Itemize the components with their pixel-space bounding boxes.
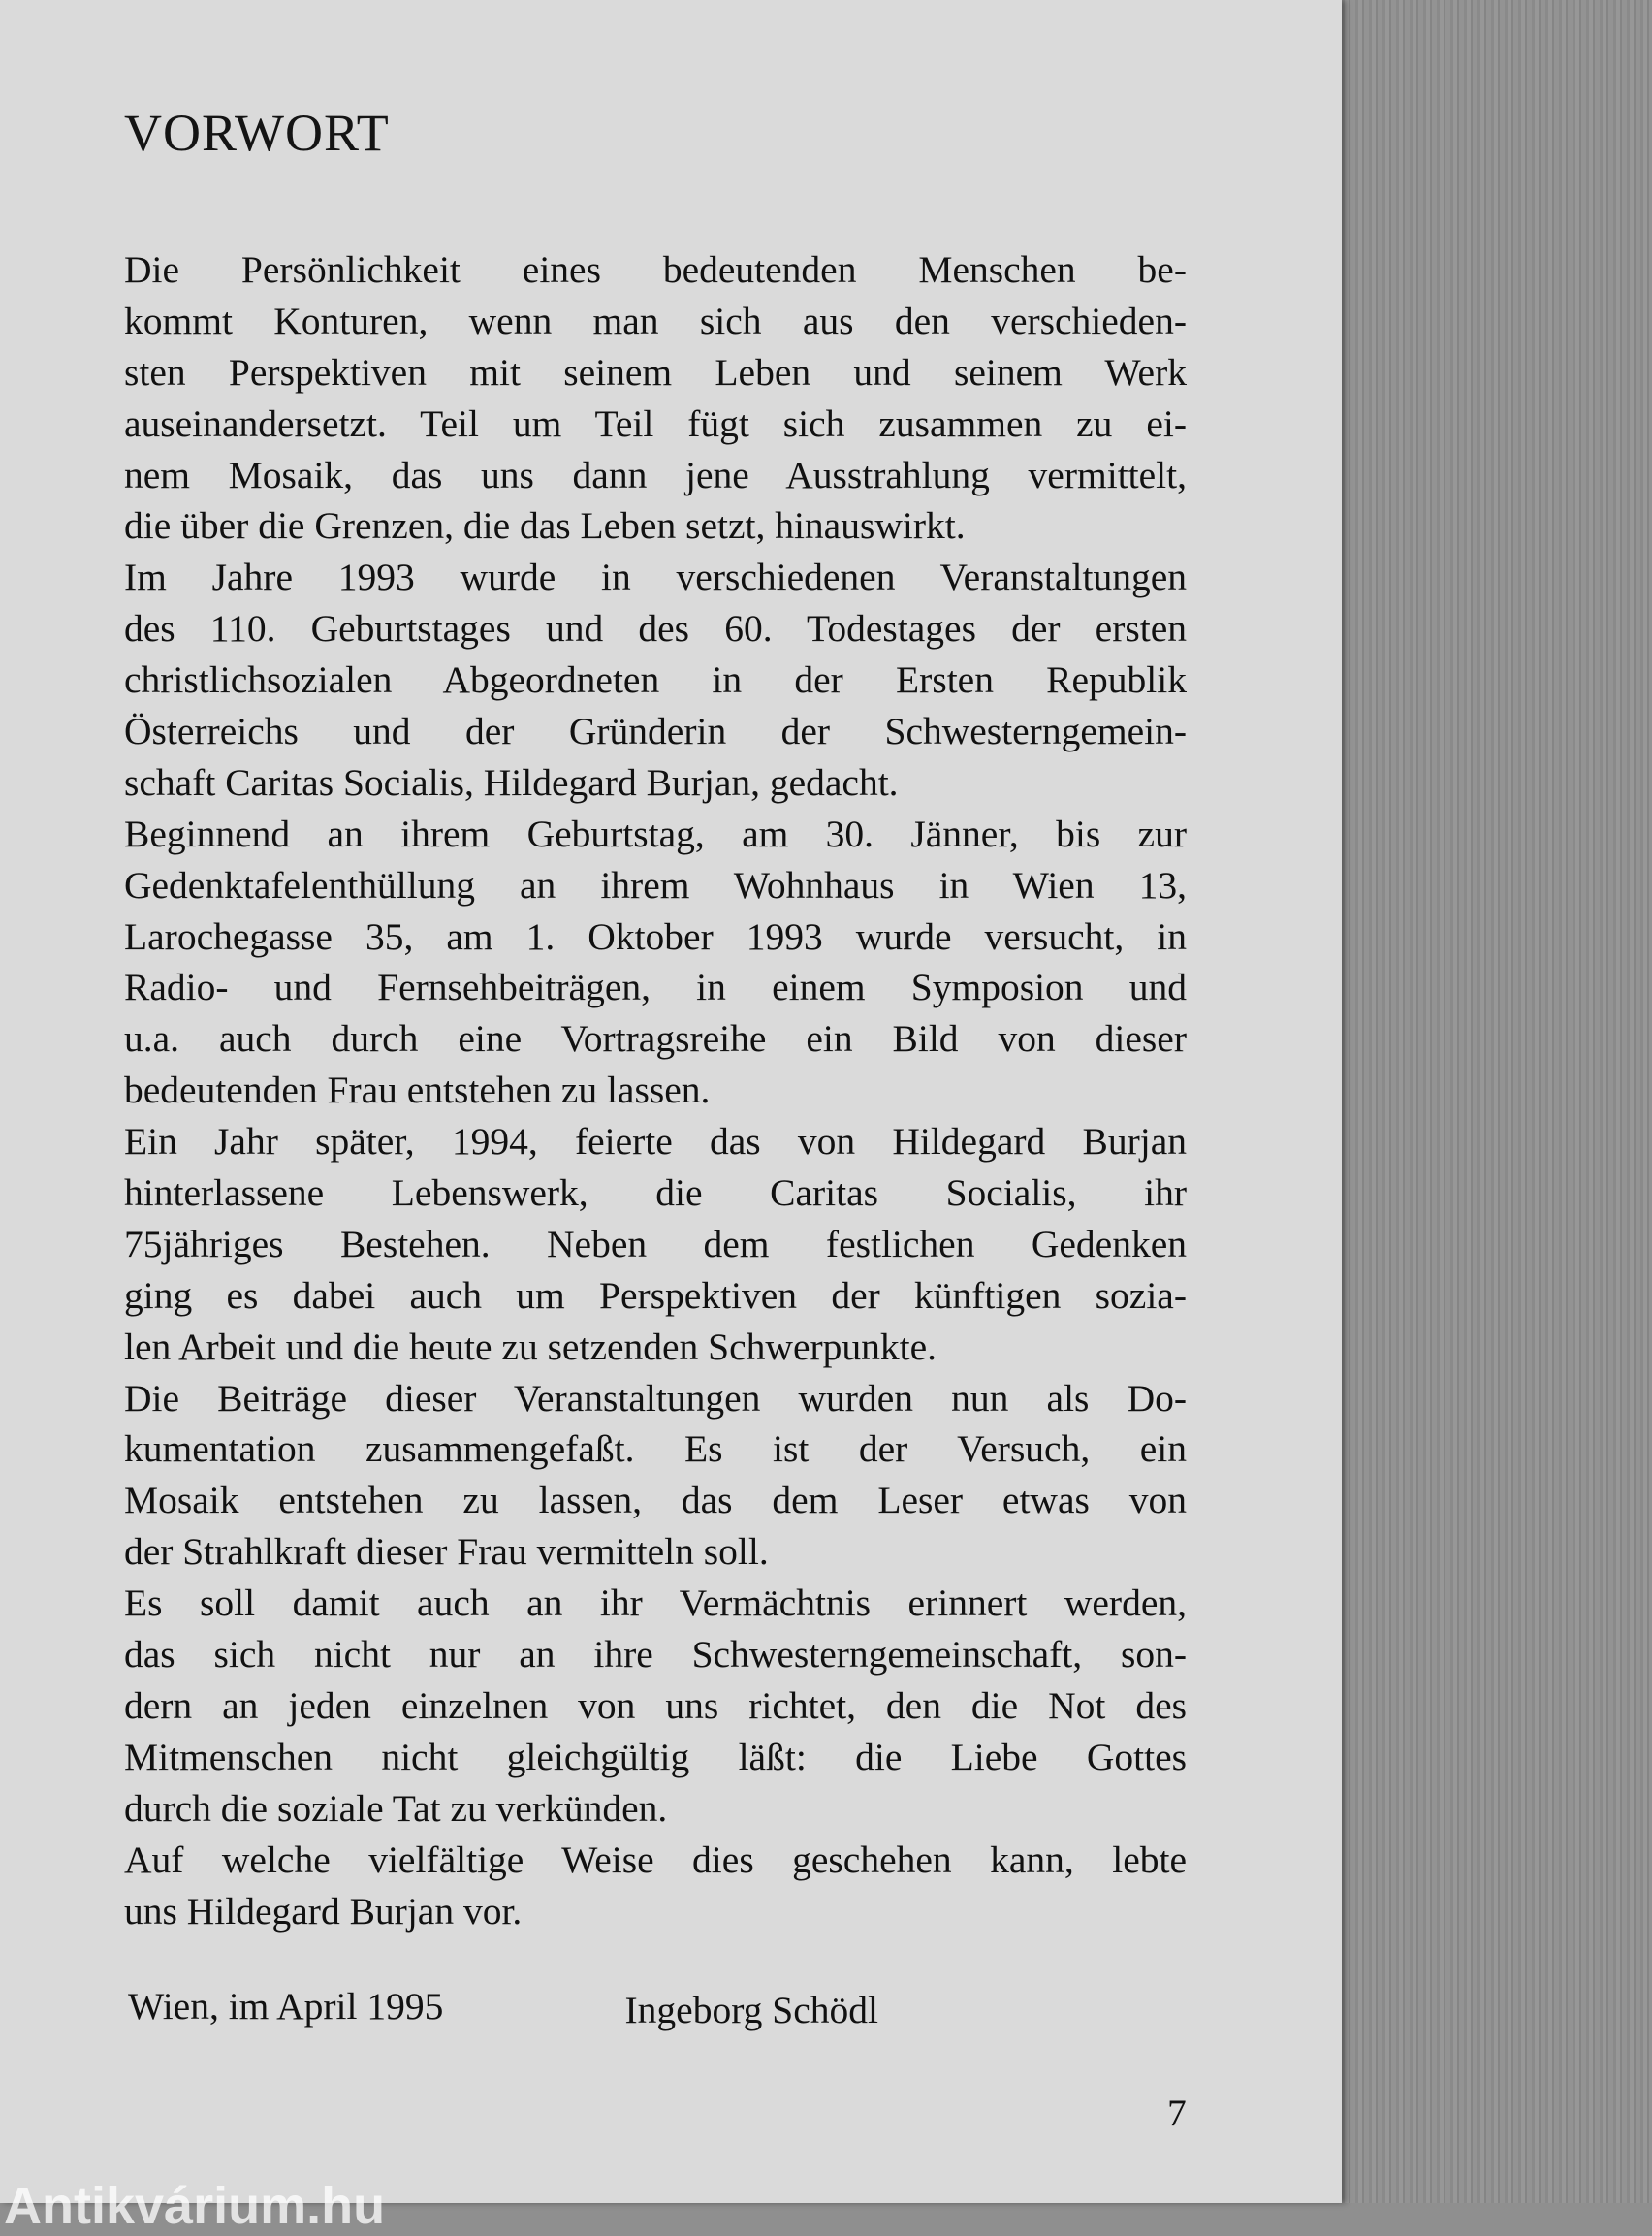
text-line: auseinandersetzt. Teil um Teil fügt sich zusammen zu ei- [124, 401, 1187, 445]
text-line: christlichsozialen Abgeordneten in der Ersten Republik [124, 658, 1187, 702]
text-line: Die Persönlichkeit eines bedeutenden Menschen be- [124, 248, 1187, 291]
text-line: Mitmenschen nicht gleichgültig läßt: die Liebe Gottes [124, 1735, 1187, 1778]
text-line: Mosaik entstehen zu lassen, das dem Leser etwas von [124, 1479, 1187, 1522]
text-line: Gedenktafelenthüllung an ihrem Wohnhaus in Wien 13, [124, 863, 1187, 907]
text-line: sten Perspektiven mit seinem Leben und seinem Werk [124, 350, 1187, 394]
text-line: bedeutenden Frau entstehen zu lassen. [124, 1069, 711, 1112]
text-line: Auf welche vielfältige Weise dies geschehen kann, lebte [124, 1837, 1187, 1881]
page-number: 7 [1167, 2092, 1187, 2134]
text-line: durch die soziale Tat zu verkünden. [124, 1786, 668, 1830]
author-signature: Ingeborg Schödl [624, 1989, 878, 2031]
text-line: kommt Konturen, wenn man sich aus den verschieden- [124, 299, 1187, 342]
text-line: Die Beiträge dieser Veranstaltungen wurden nun als Do- [124, 1376, 1187, 1420]
text-line: die über die Grenzen, die das Leben setzt, hinauswirkt. [124, 504, 966, 548]
text-line: kumentation zusammengefaßt. Es ist der Versuch, ein [124, 1427, 1187, 1471]
text-line: Im Jahre 1993 wurde in verschiedenen Veranstaltungen [124, 556, 1187, 599]
text-line: dern an jeden einzelnen von uns richtet, den die Not des [124, 1683, 1187, 1727]
page-title: VORWORT [124, 104, 390, 162]
text-line: schaft Caritas Socialis, Hildegard Burjan, gedacht. [124, 760, 899, 804]
text-line: Ein Jahr später, 1994, feierte das von Hildegard Burjan [124, 1120, 1187, 1164]
text-line: Es soll damit auch an ihr Vermächtnis erinnert werden, [124, 1581, 1187, 1625]
text-line: Larochegasse 35, am 1. Oktober 1993 wurde versucht, in [124, 914, 1187, 958]
text-line: des 110. Geburtstages und des 60. Todestages der ersten [124, 607, 1187, 651]
place-date: Wien, im April 1995 [128, 1985, 444, 2028]
watermark: Antikvárium.hu [4, 2177, 386, 2235]
text-line: len Arbeit und die heute zu setzenden Schwerpunkte. [124, 1325, 937, 1368]
text-line: der Strahlkraft dieser Frau vermitteln soll. [124, 1530, 769, 1574]
text-line: uns Hildegard Burjan vor. [124, 1889, 523, 1933]
text-line: nem Mosaik, das uns dann jene Ausstrahlung vermittelt, [124, 453, 1187, 496]
body-text [124, 244, 1187, 1936]
background-surface [1342, 0, 1652, 2203]
text-line: 75jähriges Bestehen. Neben dem festlichen Gedenken [124, 1222, 1187, 1265]
text-line: Beginnend an ihrem Geburtstag, am 30. Jänner, bis zur [124, 812, 1187, 855]
text-line: u.a. auch durch eine Vortragsreihe ein Bild von dieser [124, 1017, 1187, 1061]
text-line: hinterlassene Lebenswerk, die Caritas Socialis, ihr [124, 1171, 1187, 1215]
text-line: ging es dabei auch um Perspektiven der künftigen sozia- [124, 1273, 1187, 1317]
text-line: das sich nicht nur an ihre Schwesterngemeinschaft, son- [124, 1633, 1187, 1677]
text-line: Österreichs und der Gründerin der Schwesterngemein- [124, 710, 1187, 753]
text-line: Radio- und Fernsehbeiträgen, in einem Symposion und [124, 966, 1187, 1009]
